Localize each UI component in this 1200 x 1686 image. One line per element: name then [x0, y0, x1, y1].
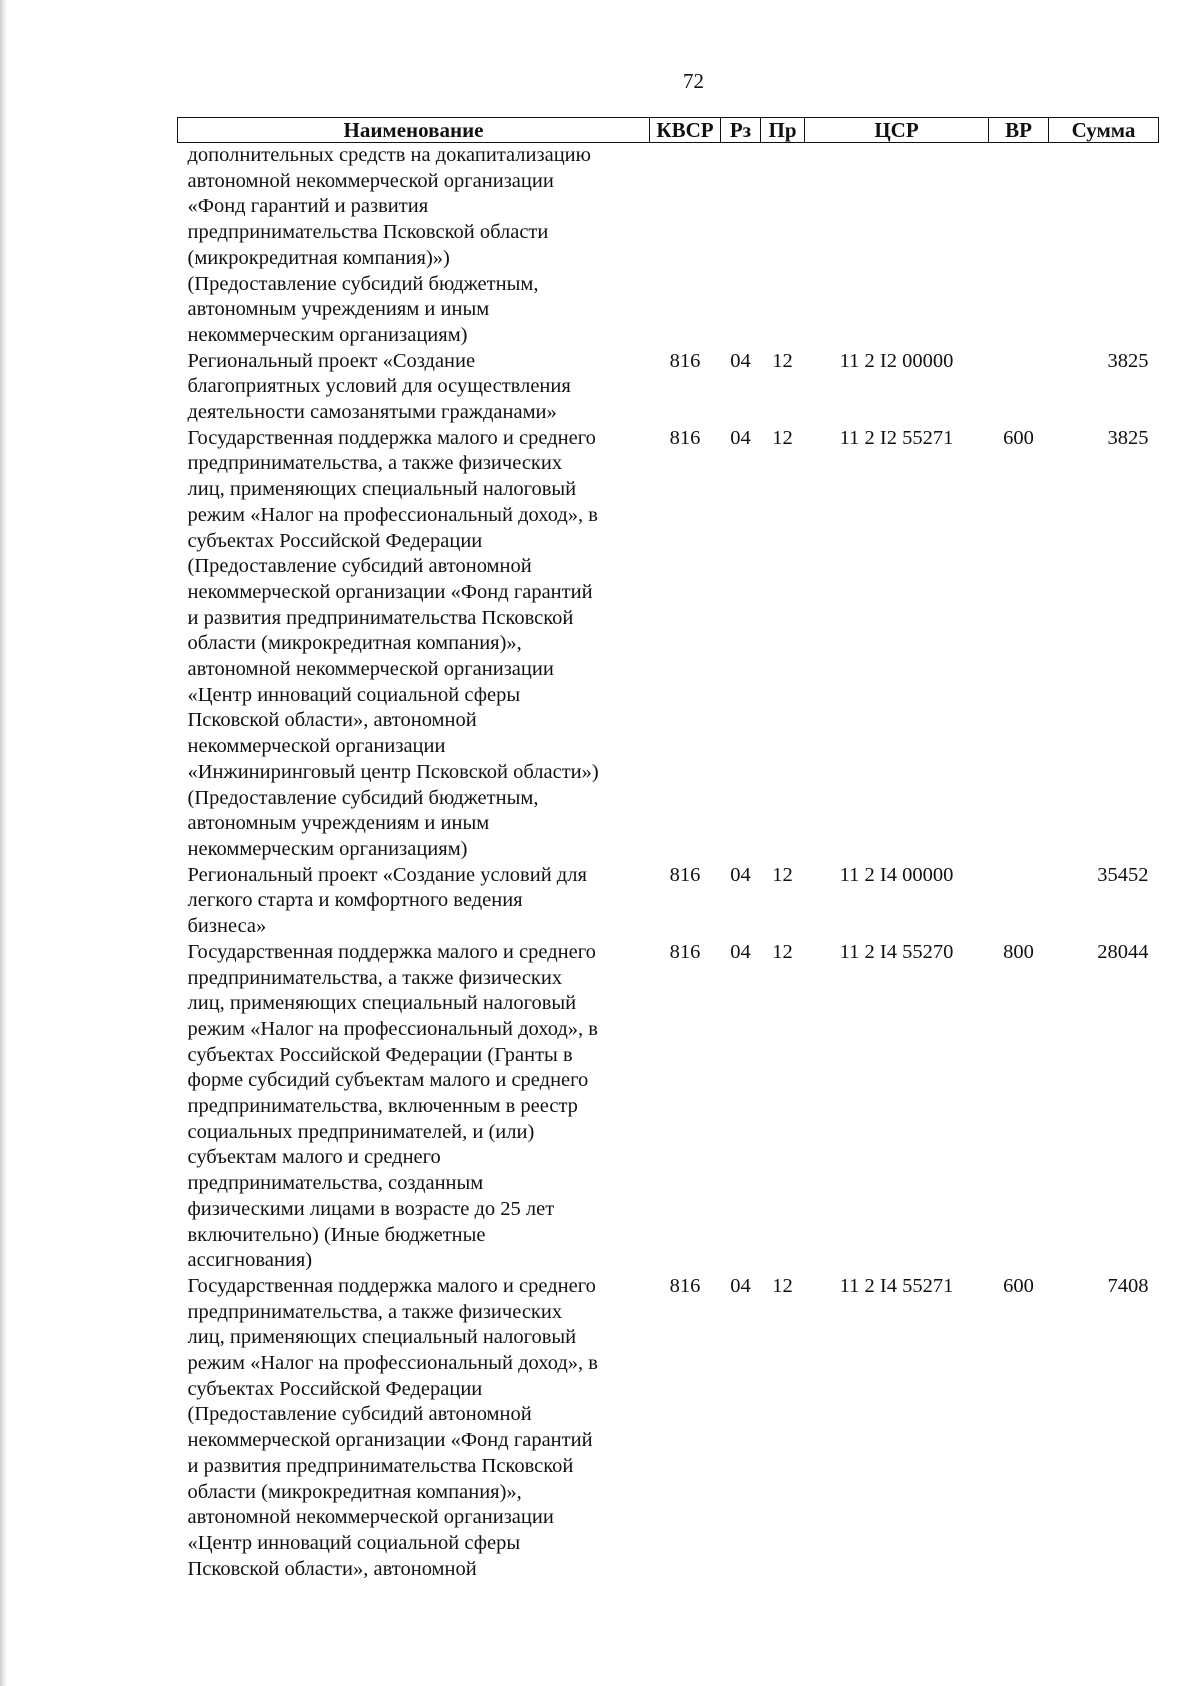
row-name-line: автономной некоммерческой организации: [187, 169, 554, 192]
row-name-line: некоммерческой организации «Фонд гарантий: [187, 1429, 593, 1452]
row-name-cell: [178, 143, 650, 349]
table-row: [178, 940, 1159, 1274]
row-pr-cell: 12: [772, 940, 793, 963]
row-csr-cell: 11 2 I4 00000: [839, 863, 954, 886]
row-rz-cell: 04: [730, 349, 751, 372]
row-kvsr-cell: 816: [669, 426, 701, 449]
header-name: Наименование: [178, 118, 650, 143]
row-name-cell: [178, 940, 650, 1274]
row-csr-cell: 11 2 I4 55270: [839, 940, 954, 963]
row-kvsr-cell: 816: [669, 349, 701, 372]
row-vr-cell: [989, 143, 1049, 349]
row-name-line: «Центр инноваций социальной сферы: [187, 1531, 521, 1554]
row-kvsr-cell: 816: [669, 863, 701, 886]
row-name-line: и развития предпринимательства Псковской: [187, 1454, 574, 1477]
row-name-line: предпринимательства, а также физических: [187, 966, 563, 989]
row-rz-cell: 04: [730, 940, 751, 963]
row-pr-cell: 12: [772, 863, 793, 886]
row-name-line: области (микрокредитная компания)»,: [187, 1480, 522, 1503]
header-kvsr: КВСР: [650, 118, 721, 143]
row-name-line: субъектам малого и среднего: [187, 1146, 441, 1169]
row-name-line: деятельности самозанятыми гражданами»: [187, 401, 557, 424]
row-sum-cell: 3825: [1107, 349, 1149, 372]
row-pr-cell: 12: [772, 1274, 793, 1297]
table-row: [178, 863, 1159, 940]
row-name-cell: [178, 1274, 650, 1582]
row-name-line: форме субсидий субъектам малого и среднего: [187, 1069, 589, 1092]
row-rz-cell: 04: [730, 426, 751, 449]
row-name-line: предпринимательства Псковской области: [187, 221, 549, 244]
row-name-line: некоммерческим организациям): [187, 837, 468, 860]
row-csr-cell: [805, 143, 989, 349]
row-name-line: (Предоставление субсидий бюджетным,: [187, 272, 539, 295]
row-name-line: дополнительных средств на докапитализацию: [187, 144, 591, 166]
row-name-line: автономным учреждениям и иным: [187, 298, 490, 321]
row-name-line: (микрокредитная компания)»): [187, 246, 450, 269]
table-row: [178, 143, 1159, 349]
row-name-line: субъектах Российской Федерации: [187, 529, 483, 552]
row-name-line: физическими лицами в возрасте до 25 лет: [187, 1197, 555, 1220]
header-csr: ЦСР: [805, 118, 989, 143]
header-sum: Сумма: [1049, 118, 1159, 143]
row-pr-cell: 12: [772, 426, 793, 449]
table-row: [178, 1274, 1159, 1582]
row-name-line: субъектах Российской Федерации: [187, 1377, 483, 1400]
header-pr: Пр: [761, 118, 805, 143]
row-name-cell: [178, 863, 650, 940]
row-rz-cell: 04: [730, 863, 751, 886]
row-name-line: лиц, применяющих специальный налоговый: [187, 992, 577, 1015]
row-vr-cell: 600: [1003, 426, 1034, 449]
row-name-line: предпринимательства, а также физических: [187, 1300, 563, 1323]
row-name-line: ассигнования): [187, 1249, 313, 1272]
row-name-line: Псковской области», автономной: [187, 709, 477, 732]
row-pr-cell: [761, 143, 805, 349]
row-name-line: автономной некоммерческой организации: [187, 1506, 554, 1529]
row-kvsr-cell: 816: [669, 1274, 701, 1297]
row-name-line: режим «Налог на профессиональный доход», в: [187, 1017, 598, 1040]
row-name-line: социальных предпринимателей, и (или): [187, 1120, 535, 1143]
row-csr-cell: 11 2 I2 55271: [839, 426, 954, 449]
header-rz: Рз: [721, 118, 761, 143]
row-kvsr-cell: 816: [669, 940, 701, 963]
row-name-cell: [178, 349, 650, 426]
row-name-line: (Предоставление субсидий автономной: [187, 555, 532, 578]
row-vr-cell: 800: [1003, 940, 1034, 963]
row-name-line: Государственная поддержка малого и среднего: [187, 1274, 596, 1297]
row-vr-cell: [989, 863, 1049, 940]
row-kvsr-cell: [650, 143, 721, 349]
row-name-line: Государственная поддержка малого и среднего: [187, 426, 596, 449]
row-name-line: некоммерческим организациям): [187, 323, 468, 346]
row-rz-cell: 04: [730, 1274, 751, 1297]
row-name-line: Региональный проект «Создание: [187, 349, 476, 372]
row-sum-cell: 35452: [1097, 863, 1149, 886]
row-name-line: (Предоставление субсидий бюджетным,: [187, 786, 539, 809]
row-name-line: режим «Налог на профессиональный доход», в: [187, 503, 598, 526]
row-name-line: «Центр инноваций социальной сферы: [187, 683, 521, 706]
row-csr-cell: 11 2 I2 00000: [839, 349, 954, 372]
row-name-cell: [178, 426, 650, 863]
header-vr: ВР: [989, 118, 1049, 143]
scan-edge: [0, 0, 7, 1686]
row-name-line: некоммерческой организации: [187, 735, 446, 758]
row-name-line: (Предоставление субсидий автономной: [187, 1403, 532, 1426]
table-header-row: [178, 118, 1159, 143]
row-sum-cell: [1049, 143, 1159, 349]
row-pr-cell: 12: [772, 349, 793, 372]
row-name-line: предпринимательства, созданным: [187, 1172, 484, 1195]
table-row: [178, 349, 1159, 426]
row-sum-cell: 7408: [1107, 1274, 1149, 1297]
row-name-line: лиц, применяющих специальный налоговый: [187, 478, 577, 501]
row-name-line: субъектах Российской Федерации (Гранты в: [187, 1043, 573, 1066]
row-name-line: «Инжиниринговый центр Псковской области»): [187, 760, 599, 783]
row-name-line: режим «Налог на профессиональный доход», в: [187, 1352, 598, 1375]
row-name-line: включительно) (Иные бюджетные: [187, 1223, 486, 1246]
row-name-line: Региональный проект «Создание условий для: [187, 863, 587, 886]
table-body: [178, 143, 1159, 1583]
page-number: 72: [683, 69, 704, 93]
table-row: [178, 426, 1159, 863]
budget-table: [177, 117, 1159, 1582]
row-name-line: автономной некоммерческой организации: [187, 658, 554, 681]
row-name-line: и развития предпринимательства Псковской: [187, 606, 574, 629]
row-name-line: предпринимательства, включенным в реестр: [187, 1095, 578, 1118]
row-name-line: «Фонд гарантий и развития: [187, 195, 429, 218]
row-csr-cell: 11 2 I4 55271: [839, 1274, 954, 1297]
row-name-line: некоммерческой организации «Фонд гарантий: [187, 580, 593, 603]
row-name-line: области (микрокредитная компания)»,: [187, 632, 522, 655]
row-name-line: предпринимательства, а также физических: [187, 452, 563, 475]
row-name-line: автономным учреждениям и иным: [187, 812, 490, 835]
row-name-line: лиц, применяющих специальный налоговый: [187, 1326, 577, 1349]
row-sum-cell: 3825: [1107, 426, 1149, 449]
row-name-line: бизнеса»: [187, 915, 267, 938]
row-name-line: благоприятных условий для осуществления: [187, 375, 571, 398]
row-name-line: легкого старта и комфортного ведения: [187, 889, 523, 912]
row-sum-cell: 28044: [1097, 940, 1149, 963]
row-name-line: Псковской области», автономной: [187, 1557, 477, 1580]
row-name-line: Государственная поддержка малого и среднего: [187, 940, 596, 963]
row-vr-cell: 600: [1003, 1274, 1034, 1297]
row-vr-cell: [989, 349, 1049, 426]
row-rz-cell: [721, 143, 761, 349]
